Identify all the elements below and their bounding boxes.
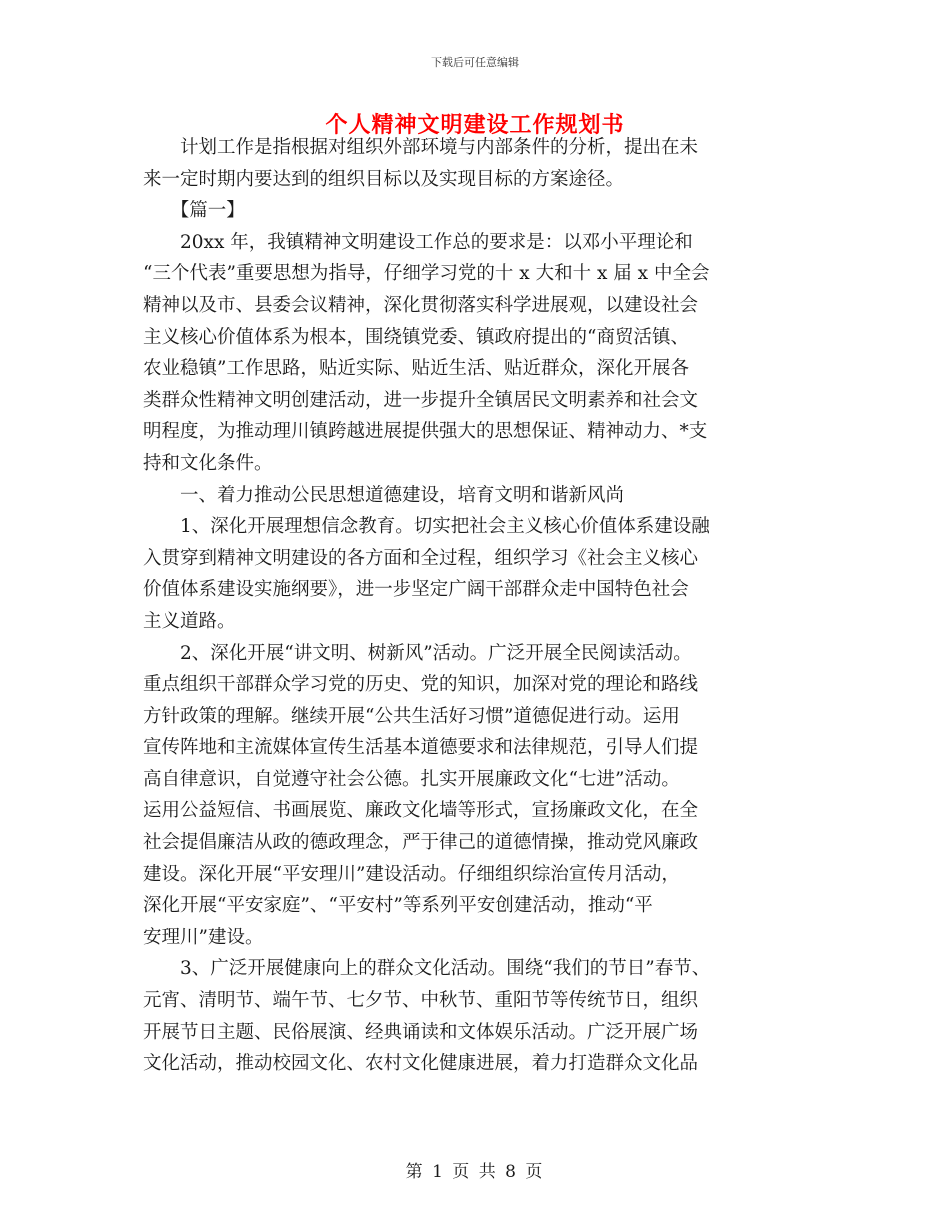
body-line: 宣传阵地和主流媒体宣传生活基本道德要求和法律规范，引导人们提 xyxy=(143,737,699,759)
document-title: 个人精神文明建设工作规划书 xyxy=(325,112,625,138)
body-line: 明程度，为推动理川镇跨越进展提供强大的思想保证、精神动力、*支 xyxy=(143,421,708,443)
body-line: 文化活动，推动校园文化、农村文化健康进展，着力打造群众文化品 xyxy=(143,1053,699,1075)
body-line: “三个代表”重要思想为指导，仔细学习党的十 x 大和十 x 届 x 中全会 xyxy=(143,263,710,285)
body-line: 入贯穿到精神文明建设的各方面和全过程，组织学习《社会主义核心 xyxy=(143,547,699,569)
body-line: 安理川”建设。 xyxy=(143,926,264,948)
page-header-note: 下载后可任意编辑 xyxy=(431,56,519,69)
body-line: 农业稳镇”工作思路，贴近实际、贴近生活、贴近群众，深化开展各 xyxy=(143,358,689,380)
body-line: 深化开展“平安家庭”、“平安村”等系列平安创建活动，推动“平 xyxy=(143,895,653,917)
body-line: 主义道路。 xyxy=(143,610,236,632)
body-line: 计划工作是指根据对组织外部环境与内部条件的分析，提出在未 xyxy=(143,137,699,158)
body-line: 3、广泛开展健康向上的群众文化活动。围绕“我们的节日”春节、 xyxy=(143,958,711,980)
body-line: 精神以及市、县委会议精神，深化贯彻落实科学进展观，以建设社会 xyxy=(143,294,699,316)
body-line: 2、深化开展“讲文明、树新风”活动。广泛开展全民阅读活动。 xyxy=(143,642,692,664)
body-line: 运用公益短信、书画展览、廉政文化墙等形式，宣扬廉政文化，在全 xyxy=(143,800,699,822)
body-line: 元宵、清明节、端午节、七夕节、中秋节、重阳节等传统节日，组织 xyxy=(143,990,699,1012)
body-line: 高自律意识，自觉遵守社会公德。扎实开展廉政文化“七进”活动。 xyxy=(143,768,680,790)
body-line: 持和文化条件。 xyxy=(143,452,273,474)
body-line: 一、着力推动公民思想道德建设，培育文明和谐新风尚 xyxy=(143,484,625,506)
document-body xyxy=(143,132,833,1080)
body-line: 方针政策的理解。继续开展“公共生活好习惯”道德促进行动。运用 xyxy=(143,705,680,727)
page-number-footer: 第 1 页 共 8 页 xyxy=(405,1162,545,1182)
body-line: 来一定时期内要达到的组织目标以及实现目标的方案途径。 xyxy=(143,168,625,190)
body-line: 重点组织干部群众学习党的历史、党的知识，加深对党的理论和路线 xyxy=(143,674,699,696)
body-line: 类群众性精神文明创建活动，进一步提升全镇居民文明素养和社会文 xyxy=(143,389,699,411)
body-line: 1、深化开展理想信念教育。切实把社会主义核心价值体系建设融 xyxy=(143,516,710,538)
body-line: 主义核心价值体系为根本，围绕镇党委、镇政府提出的“商贸活镇、 xyxy=(143,326,689,348)
body-line: 建设。深化开展“平安理川”建设活动。仔细组织综治宣传月活动， xyxy=(143,863,680,885)
body-line: 社会提倡廉洁从政的德政理念，严于律己的道德情操，推动党风廉政 xyxy=(143,832,699,854)
body-line: 价值体系建设实施纲要》，进一步坚定广阔干部群众走中国特色社会 xyxy=(143,579,689,601)
body-line: 【篇一】 xyxy=(143,200,245,222)
body-line: 开展节日主题、民俗展演、经典诵读和文体娱乐活动。广泛开展广场 xyxy=(143,1021,699,1043)
body-line: 20xx 年，我镇精神文明建设工作总的要求是：以邓小平理论和 xyxy=(143,231,693,253)
